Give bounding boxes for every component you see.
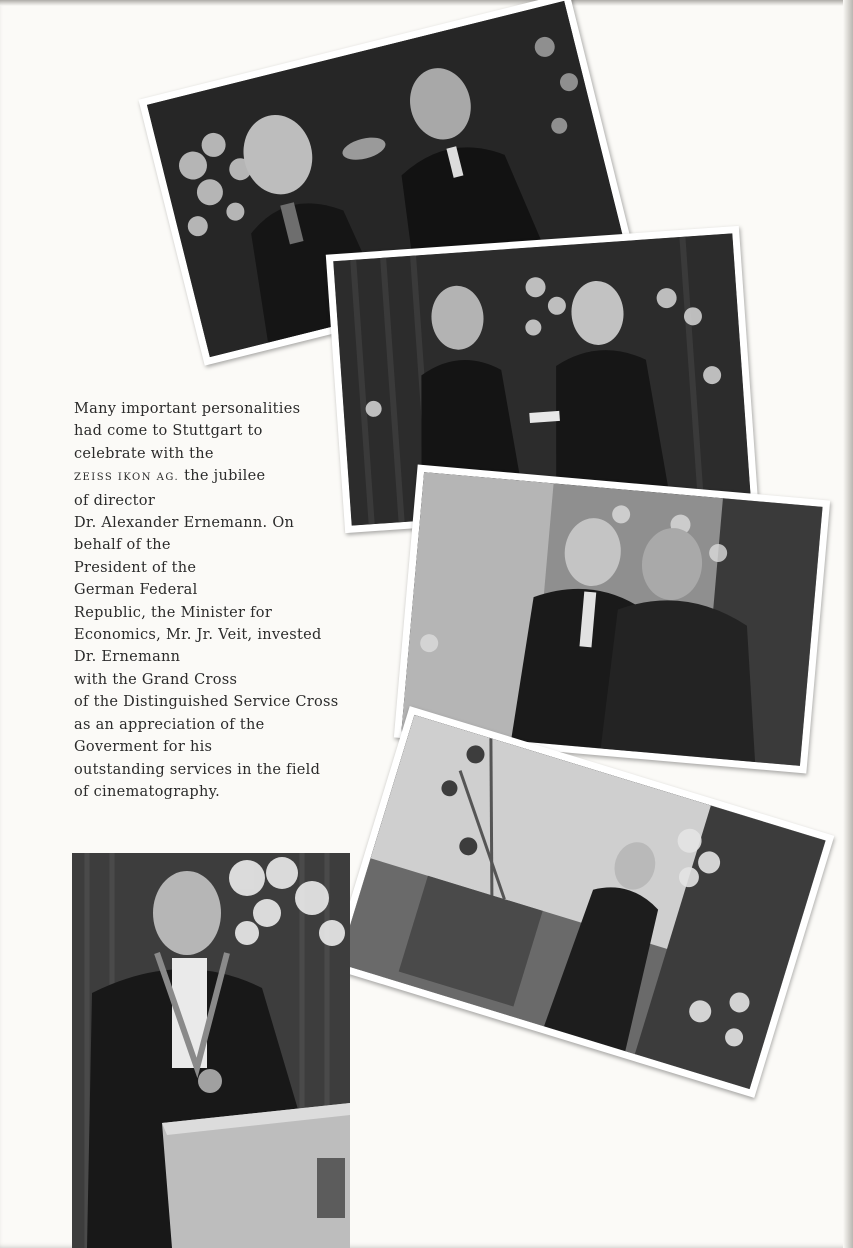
caption-line	[74, 465, 374, 489]
caption-line: Economics, Mr. Jr. Veit, invested	[74, 627, 322, 644]
caption-line: had come to Stuttgart to	[74, 423, 263, 440]
company-name: ZEISS IKON AG.	[74, 472, 180, 484]
caption-line-rest: the jubilee	[179, 468, 266, 485]
caption-line: of director	[74, 492, 156, 509]
photo-congratulation-image	[401, 472, 822, 766]
caption-line: as an appreciation of the	[74, 716, 265, 733]
photo-speech-flowers-image	[338, 715, 825, 1089]
photo-lectern-speaker	[72, 853, 350, 1248]
photo-lectern-speaker-image	[72, 853, 350, 1248]
caption-line: of the Distinguished Service Cross	[74, 694, 339, 711]
caption-line: German Federal	[74, 582, 198, 599]
page-right-edge	[843, 0, 853, 1248]
caption-line: with the Grand Cross	[74, 671, 238, 688]
caption-line: Republic, the Minister for	[74, 604, 273, 621]
caption-line: Dr. Alexander Ernemann. On	[74, 515, 295, 532]
caption-line: celebrate with the	[74, 445, 214, 462]
caption-line: Many important personalities	[74, 401, 301, 417]
caption-line: Dr. Ernemann	[74, 649, 181, 666]
page-top-edge	[0, 0, 853, 6]
caption-line: Goverment for his	[74, 739, 213, 756]
caption-line: President of the	[74, 559, 197, 576]
caption-line: outstanding services in the field	[74, 761, 321, 778]
caption-line: behalf of the	[74, 537, 171, 554]
caption-line: of cinematography.	[74, 783, 221, 800]
caption-text	[74, 398, 374, 803]
